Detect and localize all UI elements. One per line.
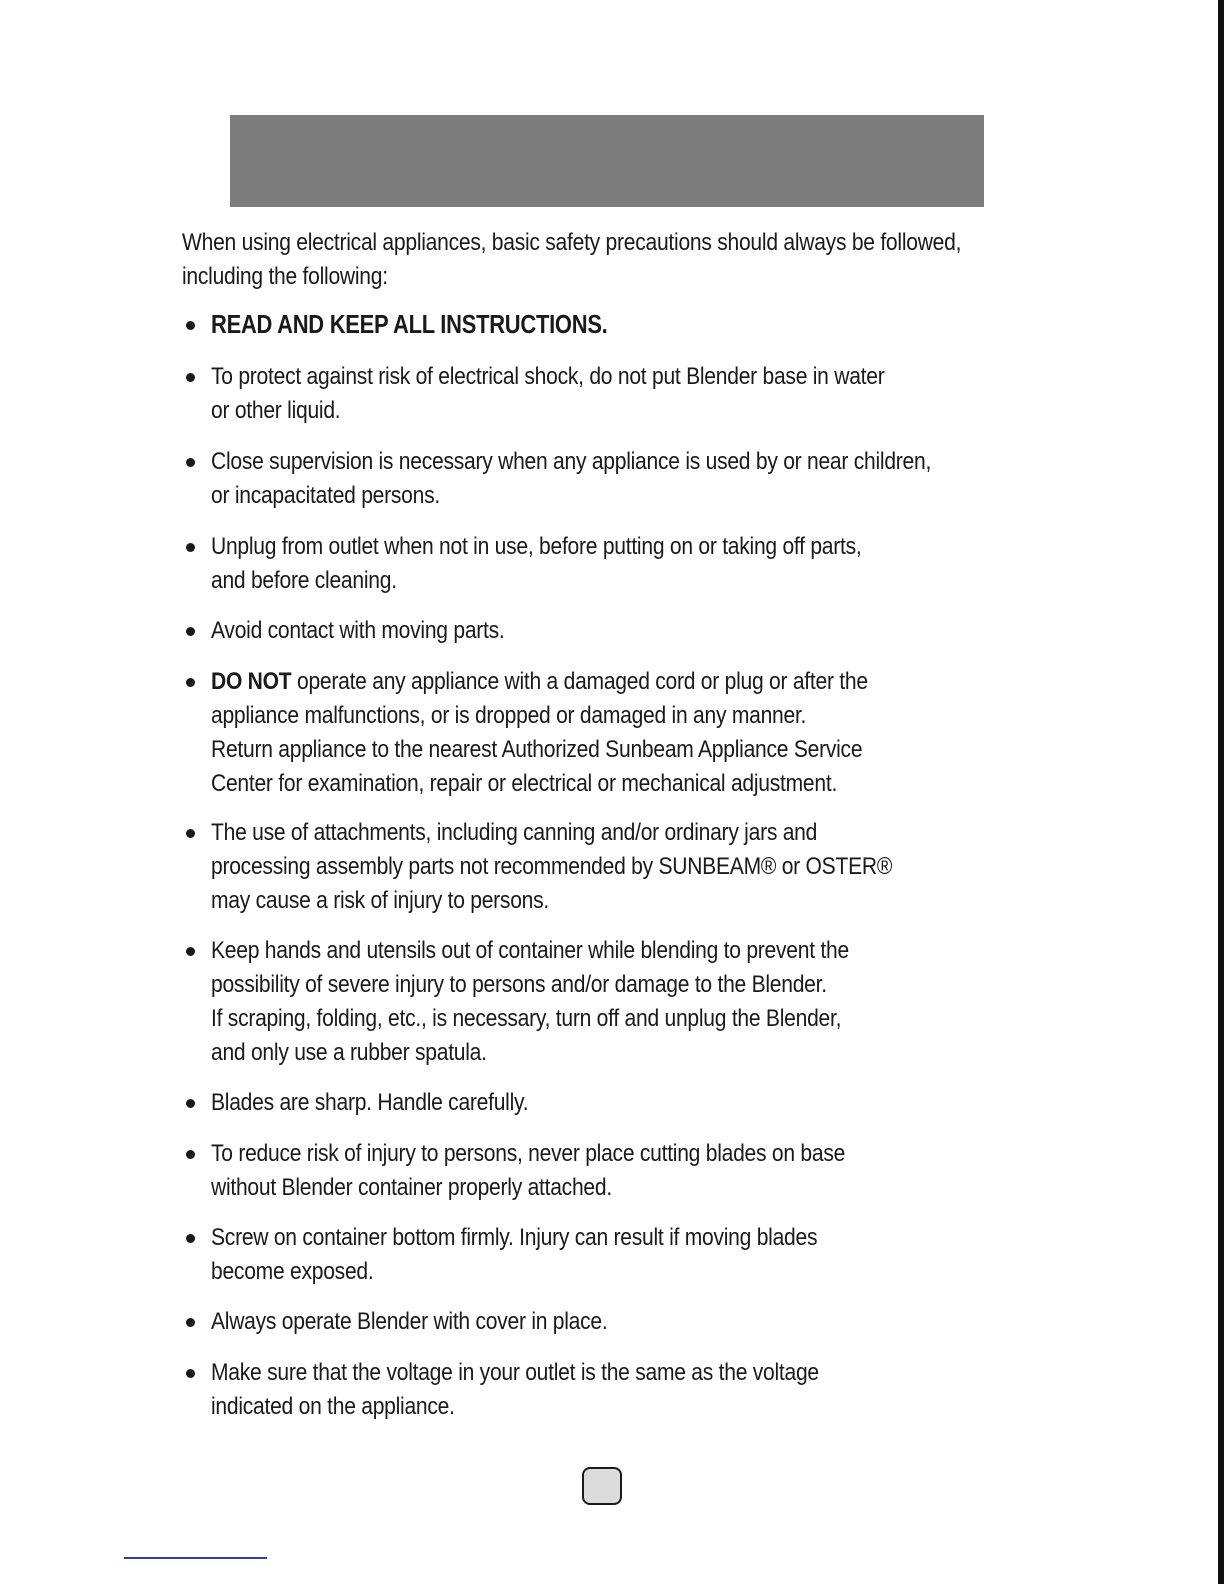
item-line: or other liquid. [211,397,341,424]
item-text [211,1221,1019,1289]
item-line: Close supervision is necessary when any appliance is used by or near children, [211,448,932,475]
intro-line: When using electrical appliances, basic safety precautions should always be followed, [182,229,962,256]
item-line: Screw on container bottom firmly. Injury can result if moving blades [211,1224,818,1251]
item-line: Avoid contact with moving parts. [211,617,505,644]
bullet-icon [186,678,195,687]
item-line: To reduce risk of injury to persons, never place cutting blades on base [211,1140,846,1167]
item-line [211,665,1019,699]
bullet-icon [186,373,195,382]
bullet-icon [186,829,195,838]
section-header-bar [230,115,984,207]
item-text [211,360,1019,428]
item-text [211,1086,1019,1120]
item-text [211,530,1019,598]
page-number-box [582,1467,622,1505]
item-line: Return appliance to the nearest Authorized Sunbeam Appliance Service [211,736,863,763]
item-text [211,934,1019,1070]
bullet-icon [186,321,195,330]
item-line: without Blender container properly attached. [211,1174,612,1201]
bullet-icon [186,1099,195,1108]
item-line-rest: operate any appliance with a damaged cord or plug or after the [291,668,868,695]
item-line: appliance malfunctions, or is dropped or damaged in any manner. [211,702,807,729]
item-text [211,816,1019,918]
do-not-label: DO NOT [211,668,292,695]
item-line: The use of attachments, including canning and/or ordinary jars and [211,819,818,846]
item-text [211,665,1019,801]
item-line: become exposed. [211,1258,374,1285]
item-line: Center for examination, repair or electrical or mechanical adjustment. [211,770,838,797]
bullet-icon [186,543,195,552]
item-line: and only use a rubber spatula. [211,1039,487,1066]
item-line: or incapacitated persons. [211,482,440,509]
item-line: Keep hands and utensils out of container while blending to prevent the [211,937,849,964]
item-line: Unplug from outlet when not in use, before putting on or taking off parts, [211,533,862,560]
footer-rule [124,1557,267,1559]
bullet-icon [186,1150,195,1159]
item-line: Blades are sharp. Handle carefully. [211,1089,529,1116]
item-text [211,1305,1019,1339]
page-edge-border [1218,0,1224,1584]
item-line: indicated on the appliance. [211,1393,455,1420]
bullet-icon [186,458,195,467]
intro-line: including the following: [182,263,388,290]
item-line: processing assembly parts not recommended by SUNBEAM® or OSTER® [211,853,893,880]
item-line: and before cleaning. [211,567,397,594]
item-text [211,1356,1019,1424]
item-line: Make sure that the voltage in your outlet is the same as the voltage [211,1359,819,1386]
item-text: READ AND KEEP ALL INSTRUCTIONS. [211,311,608,339]
item-line: may cause a risk of injury to persons. [211,887,550,914]
bullet-icon [186,1318,195,1327]
item-text [211,445,1019,513]
item-text [211,1137,1019,1205]
item-line: Always operate Blender with cover in place. [211,1308,608,1335]
intro-paragraph [182,226,962,294]
bullet-icon [186,947,195,956]
item-line: If scraping, folding, etc., is necessary, turn off and unplug the Blender, [211,1005,842,1032]
bullet-icon [186,1234,195,1243]
bullet-icon [186,627,195,636]
item-text [211,614,1019,648]
item-line: To protect against risk of electrical shock, do not put Blender base in water [211,363,885,390]
item-line: possibility of severe injury to persons and/or damage to the Blender. [211,971,827,998]
bullet-icon [186,1369,195,1378]
